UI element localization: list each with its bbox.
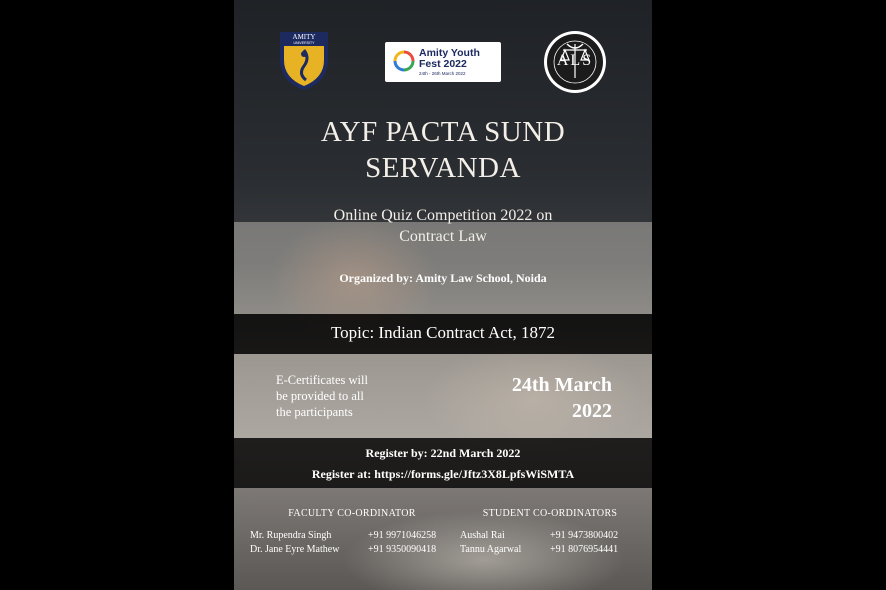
amity-youth-fest-logo: [385, 42, 501, 82]
subtitle-line: Contract Law: [399, 228, 487, 245]
topic-text: Topic: Indian Contract Act, 1872: [330, 323, 555, 342]
student-heading: STUDENT CO-ORDINATORS: [482, 508, 618, 519]
certificate-line: E-Certificates will: [276, 373, 368, 387]
certificate-note: [276, 372, 406, 420]
register-deadline: Register by: 22nd March 2022: [365, 446, 521, 460]
date-line: 24th March: [511, 374, 612, 396]
student-name: Tannu Agarwal: [460, 544, 522, 555]
svg-text:UNIVERSITY: UNIVERSITY: [293, 41, 315, 45]
faculty-name: Dr. Jane Eyre Mathew: [250, 544, 340, 555]
faculty-name: Mr. Rupendra Singh: [250, 530, 332, 541]
certificate-line: be provided to all: [276, 389, 364, 403]
student-phone: +91 9473800402: [550, 530, 619, 541]
student-name: Aushal Rai: [460, 530, 505, 541]
event-date: [482, 372, 612, 424]
amity-university-logo: [276, 30, 332, 92]
faculty-phone: +91 9971046258: [368, 530, 437, 541]
organizer-text: Organized by: Amity Law School, Noida: [339, 271, 547, 285]
title-line: SERVANDA: [365, 152, 521, 184]
subtitle-line: Online Quiz Competition 2022 on: [333, 207, 553, 224]
certificate-line: the participants: [276, 405, 353, 419]
competition-subtitle: [234, 205, 652, 247]
als-letters: ALS: [556, 52, 594, 69]
fest-title: Amity Youth Fest 2022: [419, 47, 480, 70]
faculty-phone: +91 9350090418: [368, 544, 437, 555]
fest-ring-icon: [393, 50, 415, 72]
page-title: [234, 114, 652, 186]
student-phone: +91 8076954441: [550, 544, 619, 555]
title-line: AYF PACTA SUND: [320, 116, 566, 148]
event-poster: [234, 0, 652, 590]
fest-dates: 24th - 26th March 2022: [419, 71, 466, 76]
date-line: 2022: [572, 400, 612, 422]
svg-text:AMITY: AMITY: [292, 33, 316, 41]
faculty-heading: FACULTY CO-ORDINATOR: [288, 508, 416, 519]
amity-law-school-logo: [543, 30, 607, 94]
register-link[interactable]: Register at: https://forms.gle/Jftz3X8LpfsWiSMTA: [311, 467, 575, 481]
